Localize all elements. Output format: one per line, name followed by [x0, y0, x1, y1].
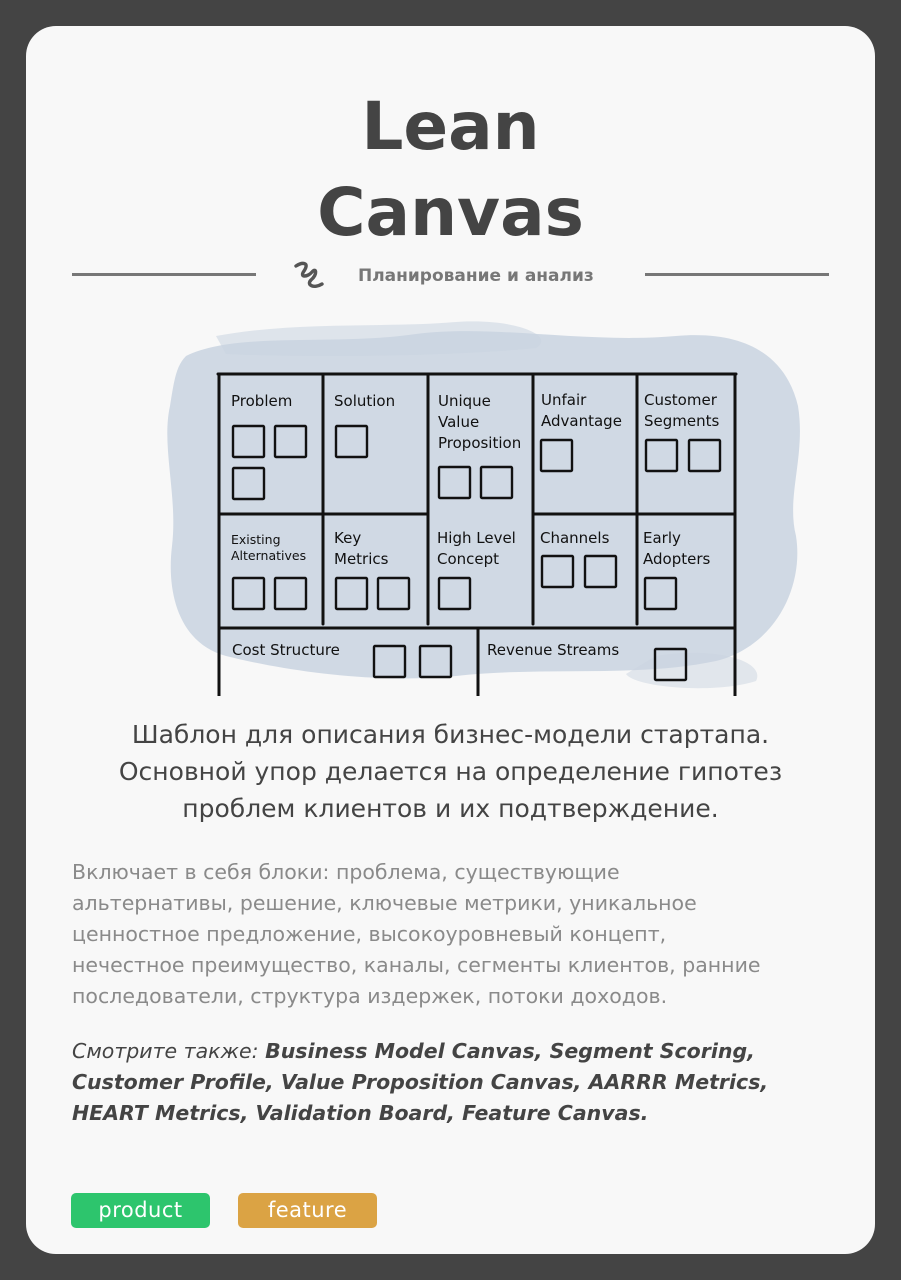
- label-concept-2: Concept: [437, 550, 500, 568]
- label-unfair-2: Advantage: [541, 412, 622, 430]
- divider-right: [645, 273, 829, 276]
- label-problem: Problem: [231, 392, 293, 410]
- divider-left: [72, 273, 256, 276]
- body-line-4: нечестное преимущество, каналы, сегменты клиентов, ранние: [72, 953, 761, 977]
- label-alternatives-2: Alternatives: [231, 548, 307, 563]
- blocks-description: [72, 857, 842, 1012]
- lead-line-1: Шаблон для описания бизнес-модели стартапа.: [131, 720, 770, 749]
- page-title: [26, 84, 875, 256]
- label-unfair-1: Unfair: [541, 391, 587, 409]
- label-adopters-2: Adopters: [643, 550, 711, 568]
- see-also-line-3: [72, 1098, 842, 1129]
- body-line-5: последователи, структура издержек, потоки доходов.: [72, 984, 668, 1008]
- label-uvp-1: Unique: [438, 392, 491, 410]
- label-channels: Channels: [540, 529, 610, 547]
- see-also-line-2: [72, 1067, 842, 1098]
- label-metrics-2: Metrics: [334, 550, 389, 568]
- lead-line-2: Основной упор делается на определение гипотез: [118, 757, 783, 786]
- body-line-2: альтернативы, решение, ключевые метрики, уникальное: [72, 891, 697, 915]
- label-revenue: Revenue Streams: [487, 641, 620, 659]
- label-cost: Cost Structure: [232, 641, 340, 659]
- see-also-links-1[interactable]: Business Model Canvas, Segment Scoring,: [265, 1039, 755, 1063]
- see-also: [72, 1036, 842, 1129]
- tag-product[interactable]: product: [71, 1193, 210, 1228]
- watercolor-wash: [167, 321, 800, 688]
- title-line-1: Lean: [361, 88, 540, 165]
- label-adopters-1: Early: [643, 529, 681, 547]
- label-segments-1: Customer: [644, 391, 717, 409]
- body-line-3: ценностное предложение, высокоуровневый концепт,: [72, 922, 667, 946]
- squiggle-icon: [292, 258, 326, 292]
- lead-line-3: проблем клиентов и их подтверждение.: [182, 794, 719, 823]
- body-line-1: Включает в себя блоки: проблема, существующие: [72, 860, 620, 884]
- category-label: Планирование и анализ: [358, 266, 594, 286]
- label-solution: Solution: [334, 392, 396, 410]
- lean-canvas-illustration: [156, 316, 806, 696]
- lead-description: [66, 716, 835, 827]
- see-also-label: Смотрите также:: [72, 1039, 259, 1063]
- label-concept-1: High Level: [437, 529, 516, 547]
- see-also-links-3[interactable]: HEART Metrics, Validation Board, Feature Canvas.: [72, 1101, 649, 1125]
- label-uvp-2: Value: [438, 413, 480, 431]
- tag-feature[interactable]: feature: [238, 1193, 377, 1228]
- title-line-2: Canvas: [317, 174, 584, 251]
- card: [26, 26, 875, 1254]
- label-segments-2: Segments: [644, 412, 720, 430]
- label-metrics-1: Key: [334, 529, 362, 547]
- label-alternatives-1: Existing: [231, 532, 281, 547]
- see-also-links-2[interactable]: Customer Profile, Value Proposition Canvas, AARRR Metrics,: [72, 1070, 769, 1094]
- see-also-line-1: [72, 1036, 842, 1067]
- label-uvp-3: Proposition: [438, 434, 522, 452]
